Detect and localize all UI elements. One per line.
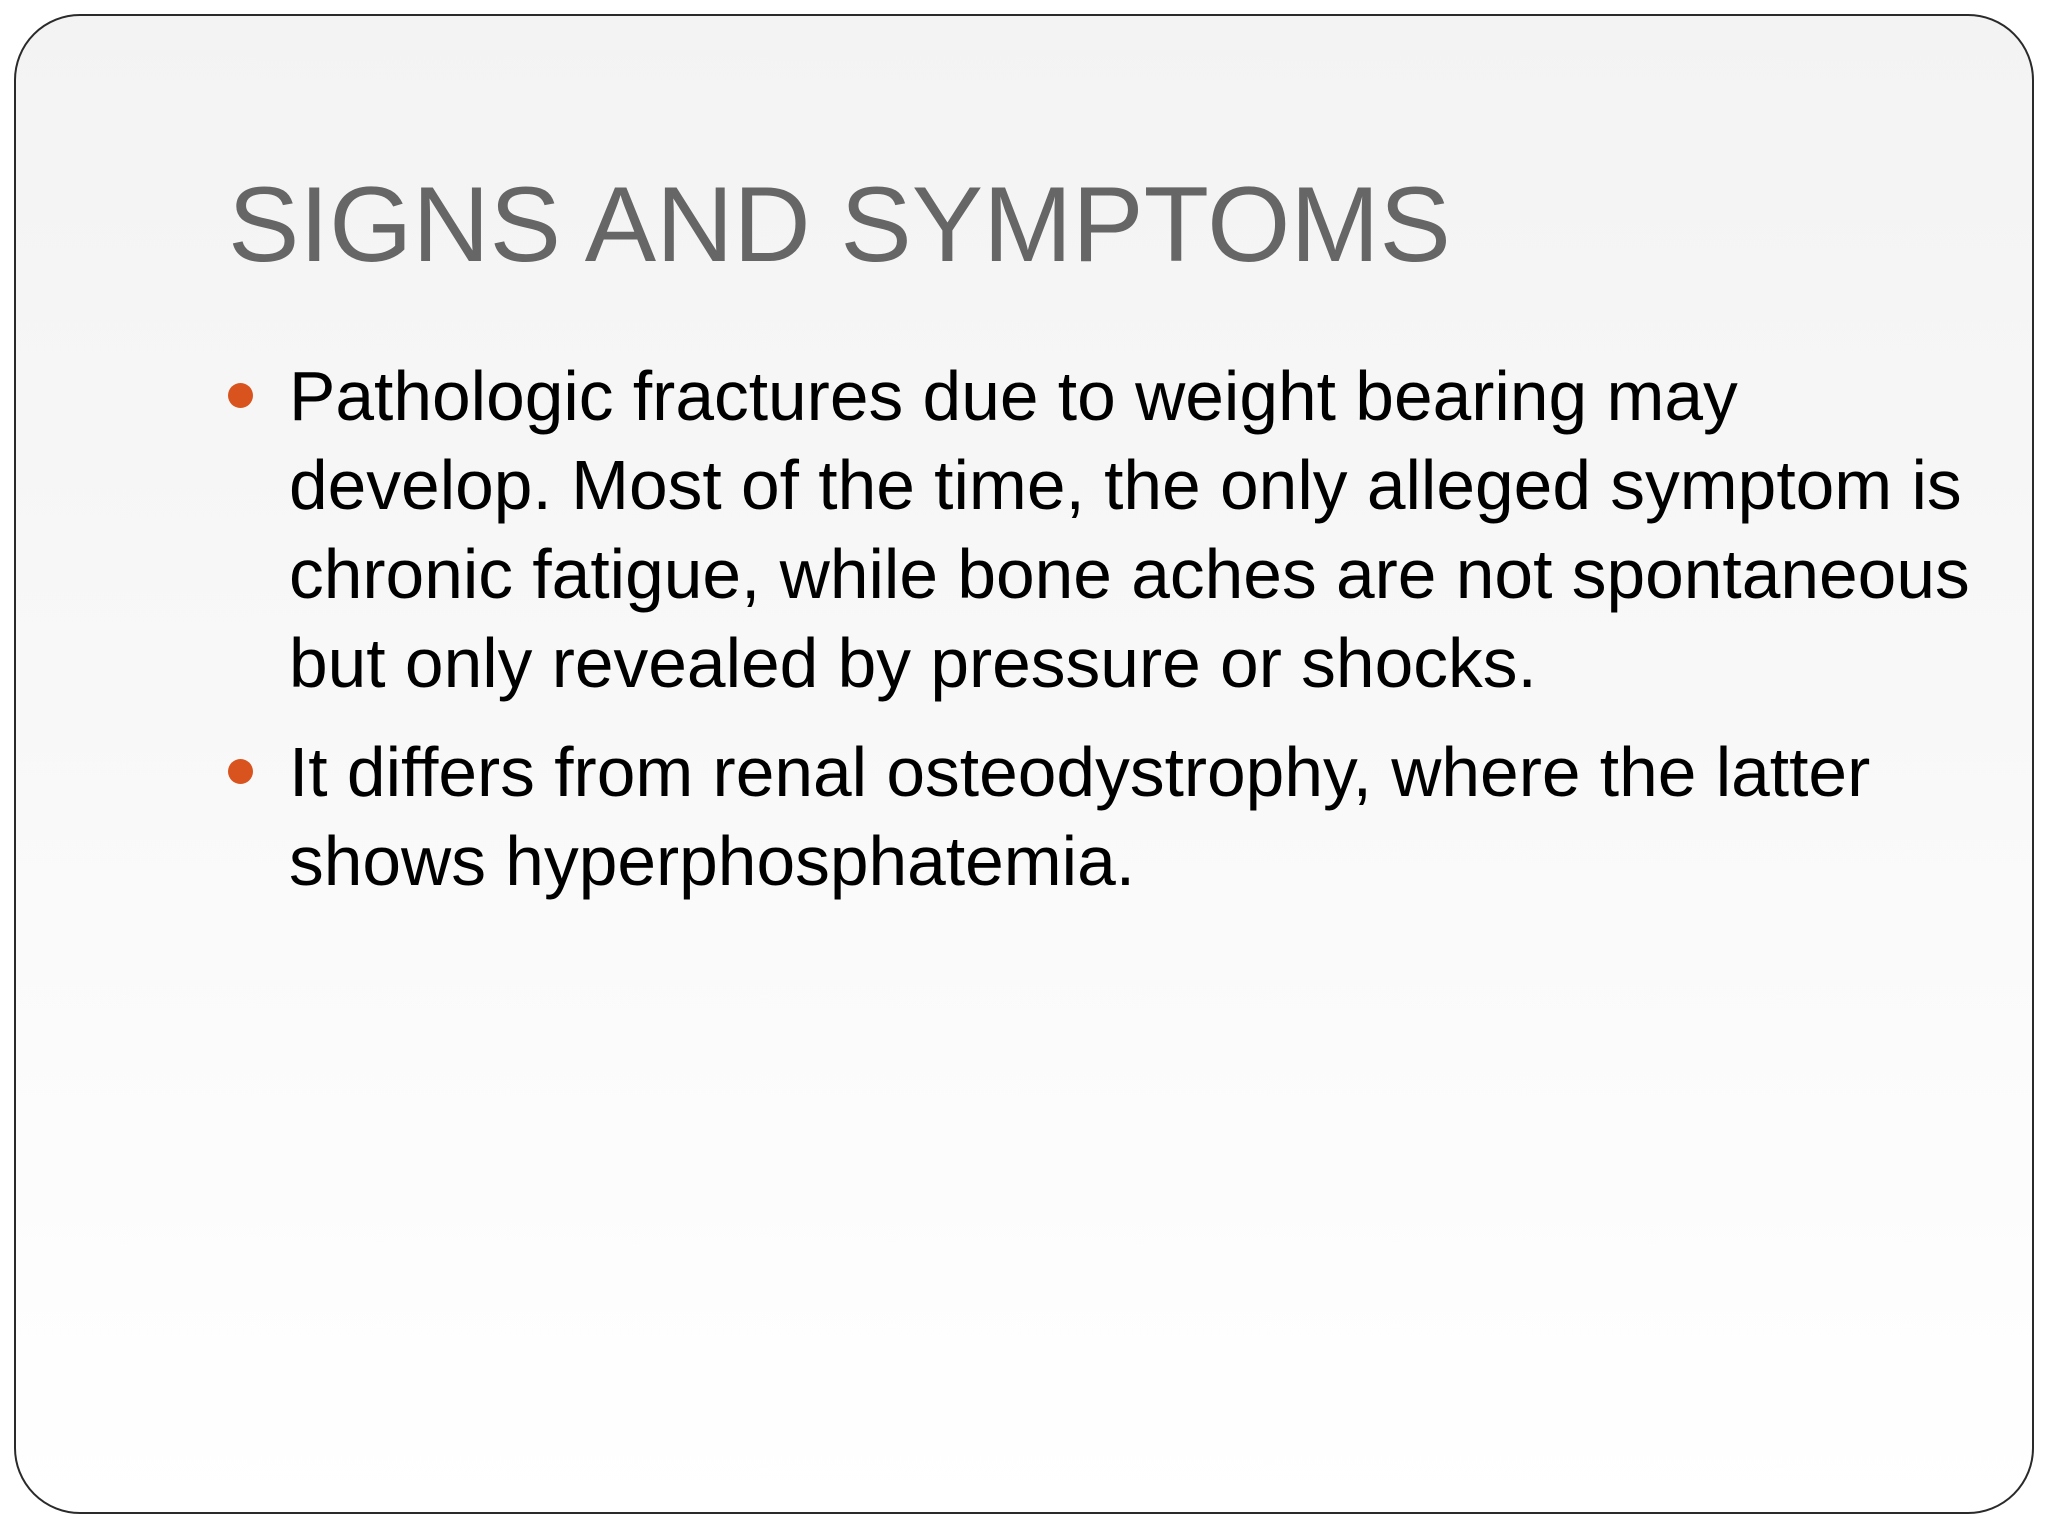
bullet-text: Pathologic fractures due to weight bearing may develop. Most of the time, the only alleged symptom is chronic fatigue, while bone aches are not spontaneous but only revealed by pressure or shocks.	[289, 357, 1970, 702]
slide	[14, 14, 2034, 1514]
bullet-text: It differs from renal osteodystrophy, where the latter shows hyperphosphatemia.	[289, 733, 1871, 900]
bullet-dot-icon	[228, 383, 253, 408]
bullet-item	[228, 352, 1988, 708]
bullet-item	[228, 728, 1988, 906]
bullet-dot-icon	[228, 759, 253, 784]
bullet-list	[228, 352, 1988, 926]
slide-title: SIGNS AND SYMPTOMS	[228, 164, 1451, 284]
